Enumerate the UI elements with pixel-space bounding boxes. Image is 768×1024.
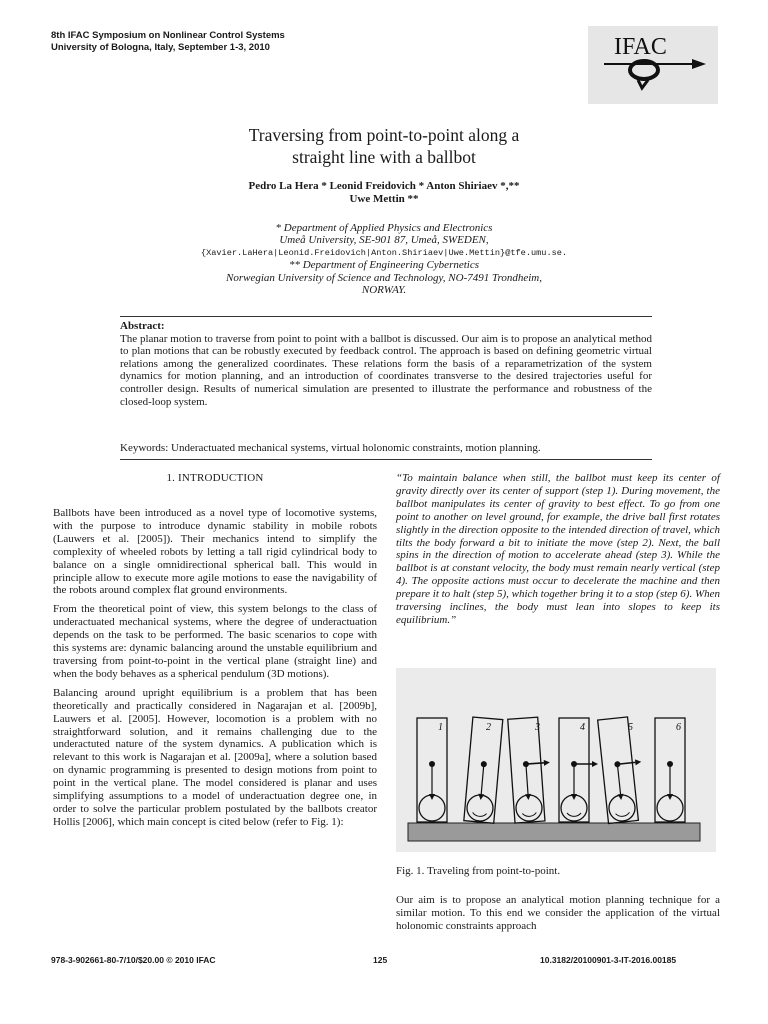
step-label: 1 [438, 722, 443, 733]
ballbot-step [655, 718, 685, 822]
ballbot-step [559, 718, 598, 822]
paragraph: Balancing around upright equilibrium is a problem that has been theoretically and practically considered in Nagarajan et al. [2009b], Lauwers et al. [2005]. However, locomotion is a problem with no straightforward solution, and it remains challenging due to the underactuted nature of the system dynamics. A publication which is relevant to this work is Nagarajan et al. [2009a], where a solution based on dynamic programming is presented to design motions from point to point in the vertical plane. The model considered is planar and uses simplifying assumptions to a model of underactuation degree one, in order to solve the particular problem postulated by the ballbots creator Hollis [2006], which main concept is cited below (refer to Fig. 1): [53, 686, 377, 828]
conference-title: 8th IFAC Symposium on Nonlinear Control Systems [51, 30, 285, 41]
ballbot-step [417, 718, 447, 822]
title-line-2: straight line with a ballbot [292, 147, 476, 167]
spin-arrow [567, 813, 581, 816]
conference-header [51, 30, 285, 54]
section-heading: 1. INTRODUCTION [166, 472, 264, 484]
affiliation-5: NORWAY. [361, 284, 407, 297]
authors-line-1: Pedro La Hera * Leonid Freidovich * Anton Shiriaev *,** [248, 180, 520, 192]
acceleration-arrowhead [592, 761, 598, 767]
spin-arrow [616, 812, 630, 817]
abstract-bottom-rule [120, 459, 652, 460]
conference-location: University of Bologna, Italy, September 1-3, 2010 [51, 42, 270, 53]
left-column [53, 507, 377, 835]
step-label: 6 [676, 722, 681, 733]
gravity-arrowhead [667, 794, 673, 800]
gravity-vector [481, 764, 484, 796]
ballbot-step [598, 716, 648, 824]
gravity-vector [617, 764, 620, 796]
keywords: Keywords: Underactuated mechanical systems, virtual holonomic constraints, motion planning. [120, 442, 541, 454]
ifac-logo [588, 26, 718, 104]
footer-doi: 10.3182/20100901-3-IT-2016.00185 [540, 955, 677, 965]
right-column-text: Our aim is to propose an analytical motion planning technique for a similar motion. To this end we consider the application of the virtual holonomic constraints approach [396, 894, 720, 932]
page-number: 125 [373, 955, 388, 965]
figure-1 [396, 668, 716, 852]
ground-plane [408, 823, 700, 841]
author-list [120, 180, 648, 206]
quote-block: “To maintain balance when still, the ballbot must keep its center of gravity directly over its center of support (step 1). During movement, the ballbot manipulates its center of gravity to best effect. To go from one point to another on level ground, for example, the drive ball first rotates slightly in the direction opposite to the intended direction of travel, which tilts the body forward a bit to initiate the move (step 2). Next, the ball spins in the direction of motion to accelerate ahead (step 3). While the ballbot is at constant velocity, the body must remain nearly vertical (step 4). The opposite actions must occur to decelerate the machine and then prepare it to halt (step 5), which together bring it to a stop (step 6). When traversing inclines, the body must lean into slopes to keep its equilibrium.” [396, 472, 720, 626]
acceleration-arrowhead [635, 759, 642, 766]
abstract-heading: Abstract: [120, 320, 165, 332]
affiliations [120, 222, 648, 296]
author-emails: {Xavier.LaHera|Leonid.Freidovich|Anton.Shiriaev|Uwe.Mettin}@tfe.umu.se. [200, 247, 568, 258]
step-label: 3 [535, 722, 540, 733]
affiliation-3: ** Department of Engineering Cybernetics [288, 259, 480, 272]
spin-arrow [522, 812, 536, 816]
abstract [120, 320, 652, 408]
title-line-1: Traversing from point-to-point along a [248, 125, 520, 145]
gravity-arrowhead [478, 794, 485, 801]
abstract-top-rule [120, 316, 652, 317]
paper-title [120, 124, 648, 168]
acceleration-arrowhead [544, 759, 550, 765]
ballbot-step [508, 717, 554, 823]
paragraph: Ballbots have been introduced as a novel type of locomotive systems, with the purpose to introduce dynamic stability in mobile robots (Lauwers et al. [2005]). Their mechanics intend to simplify the complexity of wheeled robots by letting a tall rigid cylindrical body to balance on a single omnidirectional spherical ball. This would in principle allow to execute more agile motions to ease the navigability of the robots around complex flat ground environments. [53, 507, 377, 597]
abstract-text: The planar motion to traverse from point to point with a ballbot is discussed. Our aim is to propose an analytical method to plan motions that can be robustly executed by feedback control. The approach is based on defining geometric virtual relations among the generalized coordinates. These relations form the basis of a reparametrization of the system dynamics for motion planning, and an introduction of coordinates transverse to the desired trajectories useful for controller design. Results of numerical simulation are presented to illustrate the performance and robustness of the closed-loop system. [120, 332, 652, 408]
gravity-arrowhead [525, 794, 531, 800]
ballbot-step [464, 717, 503, 823]
affiliation-2: Umeå University, SE-901 87, Umeå, SWEDEN, [279, 234, 489, 247]
paragraph: From the theoretical point of view, this system belongs to the class of underactuated mechanical systems, where the degree of underactuation depends on the task to be performed. The basic scenarios to cope with this systems are: dynamic balancing around the unstable equilibrium and traversing from point-to-point in the vertical plane (straight line) and when the body behaves as a spherical pendulum (3D motions). [53, 603, 377, 680]
affiliation-4: Norwegian University of Science and Technology, NO-7491 Trondheim, [225, 271, 543, 284]
step-label: 2 [486, 722, 491, 733]
step-label: 5 [628, 722, 633, 733]
logo-text: IFAC [614, 34, 667, 60]
affiliation-1: * Department of Applied Physics and Electronics [275, 222, 493, 234]
gravity-vector [526, 764, 528, 796]
gravity-arrowhead [429, 794, 435, 800]
figure-caption: Fig. 1. Traveling from point-to-point. [396, 865, 561, 877]
spin-arrow [472, 812, 486, 817]
gravity-arrowhead [571, 794, 577, 800]
ballbot-steps-diagram [396, 668, 716, 852]
ballbot-ball [608, 794, 637, 823]
footer-isbn: 978-3-902661-80-7/10/$20.00 © 2010 IFAC [51, 955, 216, 965]
step-label: 4 [580, 722, 585, 733]
authors-line-2: Uwe Mettin ** [349, 193, 419, 205]
